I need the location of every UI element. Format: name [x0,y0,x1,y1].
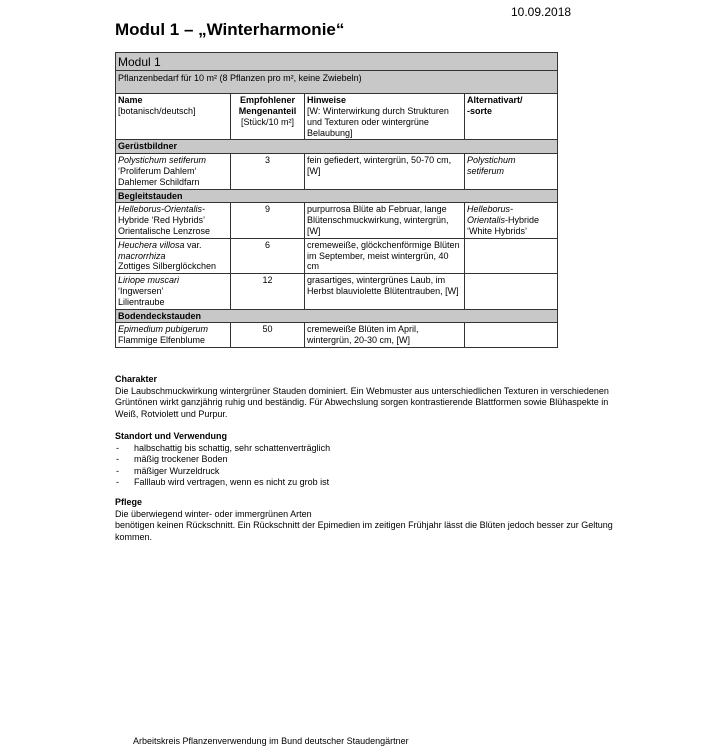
table-row [116,274,558,309]
column-header-row [116,94,558,140]
plant-german-name: Lilientraube [118,296,165,307]
pflege-heading: Pflege [115,497,143,507]
quantity-cell: 3 [231,154,305,189]
section-bodendeckstauden: Bodendeckstauden [116,309,558,323]
plant-german-name: Dahlemer Schildfarn [118,176,200,187]
plant-german-name: Flammige Elfenblume [118,335,206,346]
pflege-line2: benötigen keinen Rückschnitt. Ein Rückschnitt der Epimedien im zeitigen Frühjahr lässt die Blüten jedoch besser zur Geltung kommen. [115,520,613,542]
notes-cell: fein gefiedert, wintergrün, 50-70 cm, [W] [305,154,465,189]
plant-latin-name: Polystichum setiferum [118,155,207,166]
section-begleitstauden: Begleitstauden [116,189,558,203]
header-alt-line1: Alternativart/ [467,95,523,106]
alternative-cell [465,238,558,273]
pflege-line1: Die überwiegend winter- oder immergrünen Arten [115,508,312,519]
section-row [116,140,558,154]
pflege-section [115,497,615,543]
plant-name-cell [116,203,231,238]
alternative-cell [465,323,558,348]
plant-cultivar: ‘Proliferum Dahlem‘ [118,165,197,176]
module-subtitle: Pflanzenbedarf für 10 m² (8 Pflanzen pro m², keine Zwiebeln) [116,71,558,94]
standort-heading: Standort und Verwendung [115,431,227,441]
notes-cell: purpurrosa Blüte ab Februar, lange Blütenschmuckwirkung, wintergrün, [W] [305,203,465,238]
alt-suffix: -Hybride [505,215,540,226]
quantity-cell: 50 [231,323,305,348]
plant-latin-name: Epimedium pubigerum [118,324,209,335]
table-row [116,238,558,273]
document-date: 10.09.2018 [511,5,572,19]
header-notes-sub: [W: Winterwirkung durch Strukturen und Texturen oder wintergrüne Belaubung] [307,105,449,138]
table-row [116,203,558,238]
column-header-alternative [465,94,558,140]
alt-latin-line1: Helleborus- [467,204,514,215]
section-gerustbildner: Gerüstbildner [116,140,558,154]
plant-latin-name: Liriope muscari [118,275,180,286]
plant-german-name: Orientalische Lenzrose [118,225,211,236]
plant-name-cell [116,274,231,309]
quantity-cell: 12 [231,274,305,309]
alternative-cell [465,154,558,189]
header-qty-line1: Empfohlener [239,95,295,106]
charakter-text: Die Laubschmuckwirkung wintergrüner Stauden dominiert. Ein Webmuster aus unterschiedlichen Texturen in verschiedenen Grüntönen wirkt ganzjährig ruhig und beständig. Für Abwechslung sorgen kontrastierende Blattformen sowie Blühaspekte in Weiß, Rotviolett und Purpur. [115,385,609,419]
plant-german-name: Zottiges Silberglöckchen [118,261,217,272]
standort-section [115,431,615,489]
column-header-name [116,94,231,140]
table-row [116,323,558,348]
alt-cultivar: ‘White Hybrids’ [467,225,528,236]
module-name: Modul 1 [116,53,558,71]
list-item: - halbschattig bis schattig, sehr schattenverträglich [115,443,615,455]
standort-list [115,443,615,489]
column-header-quantity [231,94,305,140]
plant-name-cell [116,323,231,348]
document-title: Modul 1 – „Winterharmonie“ [115,20,345,39]
alternative-cell [465,274,558,309]
column-header-notes [305,94,465,140]
notes-cell: cremeweiße, glöckchenförmige Blüten im September, meist wintergrün, 40 cm [305,238,465,273]
charakter-section [115,374,615,420]
alt-latin-line1: Polystichum [467,155,516,166]
notes-cell: cremeweiße Blüten im April, wintergrün, 20-30 cm, [W] [305,323,465,348]
alt-latin-line2: setiferum [467,165,505,176]
plant-name-cell [116,238,231,273]
plant-var-marker: var. [184,239,202,250]
module-header-row [116,53,558,71]
list-item: - mäßiger Wurzeldruck [115,466,615,478]
plant-hybrid-line: Hybride ‘Red Hybrids’ [118,215,206,226]
alt-latin-line2: Orientalis [467,215,506,226]
table-row [116,154,558,189]
header-name-title: Name [118,95,143,106]
header-notes-title: Hinweise [307,95,347,106]
charakter-heading: Charakter [115,374,158,384]
plant-cultivar: ‘Ingwersen’ [118,285,164,296]
plant-table [115,52,558,348]
module-subheader-row [116,71,558,94]
header-name-sub: [botanisch/deutsch] [118,105,196,116]
header-qty-line2: Mengenanteil [238,105,297,116]
notes-cell: grasartiges, wintergrünes Laub, im Herbst blauviolette Blütentrauben, [W] [305,274,465,309]
plant-latin-name: Helleborus-Orientalis- [118,204,206,215]
quantity-cell: 9 [231,203,305,238]
alternative-cell [465,203,558,238]
list-item: - mäßig trockener Boden [115,454,615,466]
header-alt-line2: -sorte [467,105,493,116]
page-footer: Arbeitskreis Pflanzenverwendung im Bund deutscher Staudengärtner [133,736,409,746]
plant-name-cell [116,154,231,189]
quantity-cell: 6 [231,238,305,273]
plant-latin-name: Heuchera villosa [118,239,185,250]
section-row [116,309,558,323]
list-item: - Falllaub wird vertragen, wenn es nicht zu grob ist [115,477,615,489]
plant-latin-name-line2: macrorrhiza [118,250,166,261]
header-qty-sub: [Stück/10 m²] [240,116,294,127]
section-row [116,189,558,203]
